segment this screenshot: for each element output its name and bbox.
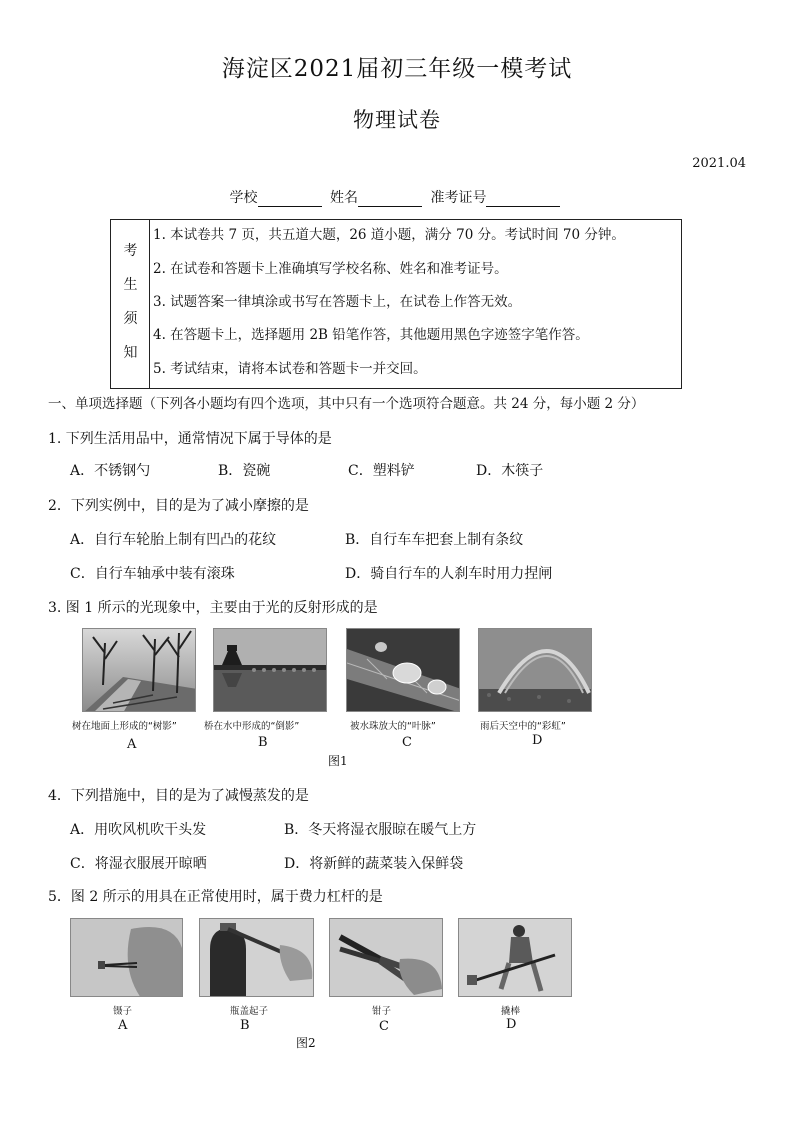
figure-1-caption-d: 雨后天空中的“彩虹”	[480, 721, 566, 732]
exam-subtitle: 物理试卷	[353, 108, 441, 132]
figure-1-letter-c[interactable]: C	[402, 735, 412, 750]
figure-2-caption-d: 撬棒	[501, 1006, 521, 1017]
question-2-stem: 2．下列实例中，目的是为了减小摩擦的是	[48, 498, 309, 514]
exam-id-label: 准考证号	[430, 190, 487, 206]
figure-1-caption-b: 桥在水中形成的“倒影”	[204, 721, 300, 732]
figure-1-letter-a[interactable]: A	[127, 737, 137, 752]
figure-2-caption-a: 镊子	[113, 1006, 133, 1017]
name-blank[interactable]	[358, 192, 422, 207]
notice-side-char: 考	[123, 243, 138, 259]
figure-2-caption-b: 瓶盖起子	[230, 1006, 269, 1017]
bridge-reflection-photo	[213, 628, 327, 712]
question-1-stem: 1. 下列生活用品中，通常情况下属于导体的是	[48, 431, 332, 447]
figure-1-label: 图1	[328, 754, 348, 768]
question-2-option-b[interactable]: B．自行车车把套上制有条纹	[345, 532, 524, 548]
question-1-option-a[interactable]: A．不锈钢勺	[70, 463, 151, 479]
bottle-opener-photo	[199, 918, 314, 997]
figure-2-letter-c[interactable]: C	[379, 1019, 389, 1034]
figure-1-letter-b[interactable]: B	[258, 735, 268, 750]
candidate-notice-box	[110, 219, 682, 389]
notice-side-char: 生	[123, 277, 138, 293]
question-1-option-c[interactable]: C．塑料铲	[348, 463, 415, 479]
pliers-photo	[329, 918, 443, 997]
exam-date: 2021.04	[692, 156, 746, 171]
exam-id-blank[interactable]	[486, 192, 560, 207]
crowbar-photo	[458, 918, 572, 997]
notice-item: 5. 考试结束，请将本试卷和答题卡一并交回。	[153, 361, 427, 377]
question-3-stem: 3. 图 1 所示的光现象中，主要由于光的反射形成的是	[48, 600, 378, 616]
notice-side-char: 知	[123, 345, 138, 361]
school-label: 学校	[229, 190, 258, 206]
exam-title: 海淀区2021届初三年级一模考试	[221, 56, 573, 82]
figure-2-caption-c: 钳子	[372, 1006, 392, 1017]
rainbow-photo	[478, 628, 592, 712]
figure-1-caption-c: 被水珠放大的“叶脉”	[350, 721, 436, 732]
question-4-stem: 4．下列措施中，目的是为了减慢蒸发的是	[48, 788, 309, 804]
notice-side-char: 须	[123, 311, 138, 327]
question-4-option-b[interactable]: B．冬天将湿衣服晾在暖气上方	[284, 822, 477, 838]
figure-2-letter-b[interactable]: B	[240, 1018, 250, 1033]
question-5-stem: 5．图 2 所示的用具在正常使用时，属于费力杠杆的是	[48, 889, 383, 905]
question-2-option-a[interactable]: A．自行车轮胎上制有凹凸的花纹	[70, 532, 277, 548]
tree-shadow-photo	[82, 628, 196, 712]
question-4-option-c[interactable]: C．将湿衣服展开晾晒	[70, 856, 207, 872]
question-2-option-d[interactable]: D．骑自行车的人刹车时用力捏闸	[345, 566, 553, 582]
notice-item: 4. 在答题卡上，选择题用 2B 铅笔作答，其他题用黑色字迹签字笔作答。	[153, 327, 589, 343]
question-4-option-a[interactable]: A．用吹风机吹干头发	[70, 822, 207, 838]
notice-side-column	[111, 220, 150, 388]
figure-1-caption-a: 树在地面上形成的“树影”	[72, 721, 177, 732]
question-4-option-d[interactable]: D．将新鲜的蔬菜装入保鲜袋	[284, 856, 464, 872]
school-blank[interactable]	[258, 192, 322, 207]
question-2-option-c[interactable]: C．自行车轴承中装有滚珠	[70, 566, 235, 582]
question-1-option-b[interactable]: B．瓷碗	[218, 463, 271, 479]
notice-item: 3. 试题答案一律填涂或书写在答题卡上，在试卷上作答无效。	[153, 294, 522, 310]
notice-item: 2. 在试卷和答题卡上准确填写学校名称、姓名和准考证号。	[153, 261, 508, 277]
name-label: 姓名	[330, 190, 358, 206]
figure-2-label: 图2	[296, 1036, 316, 1050]
student-info-fields	[0, 187, 794, 207]
figure-2-letter-d[interactable]: D	[506, 1017, 517, 1032]
leaf-water-drop-photo	[346, 628, 460, 712]
section-heading: 一、单项选择题（下列各小题均有四个选项，其中只有一个选项符合题意。共 24 分，每小题 2 分）	[48, 396, 645, 412]
notice-item: 1. 本试卷共 7 页，共五道大题，26 道小题，满分 70 分。考试时间 70 分钟。	[153, 227, 625, 243]
question-1-option-d[interactable]: D．木筷子	[476, 463, 544, 479]
figure-2-letter-a[interactable]: A	[118, 1018, 128, 1033]
figure-1-letter-d[interactable]: D	[532, 733, 543, 748]
tweezers-photo	[70, 918, 183, 997]
